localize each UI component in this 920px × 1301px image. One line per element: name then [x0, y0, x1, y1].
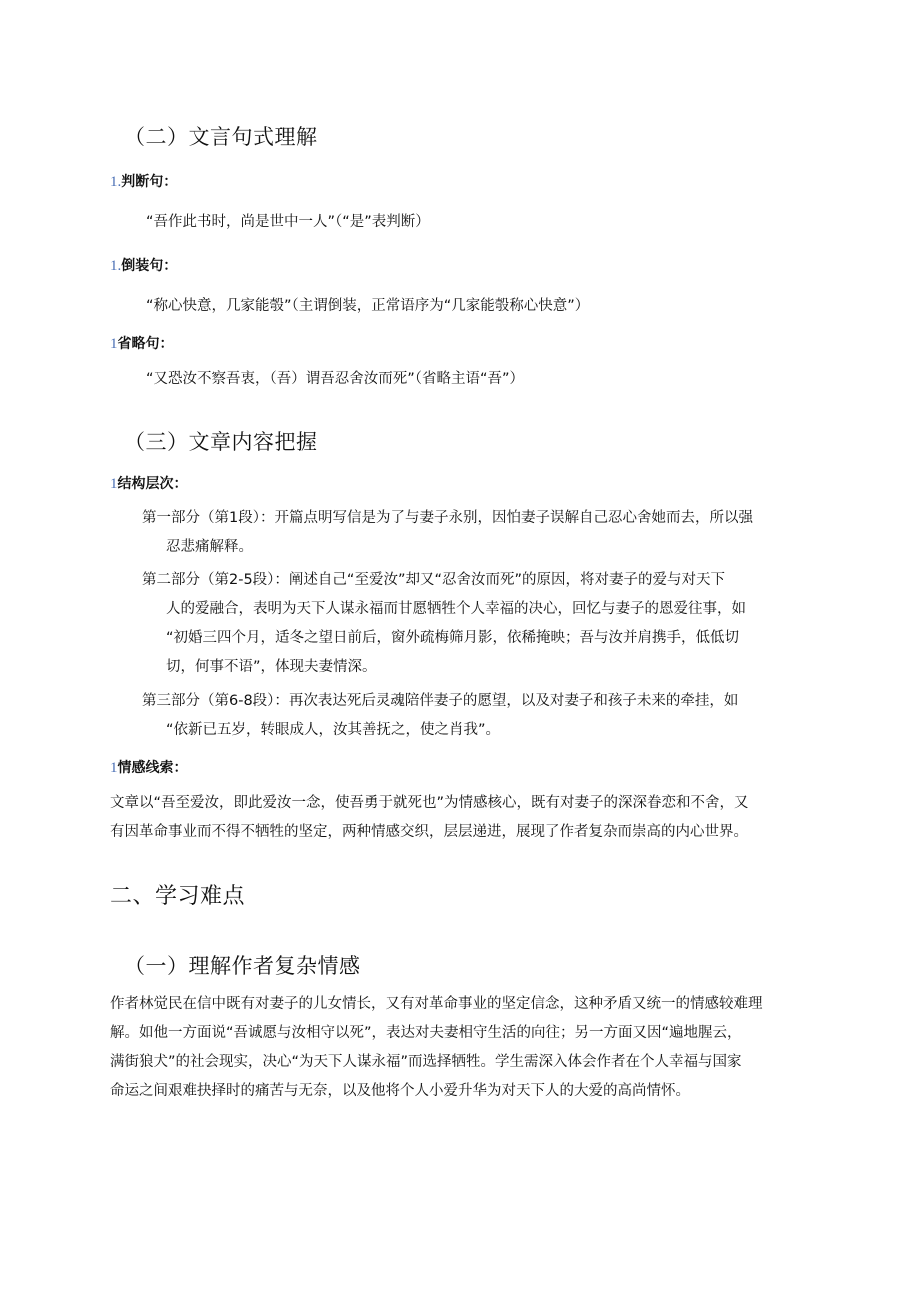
part2-line: 第二部分（第2-5段）：阐述自己“至爱汝”却又“忍舍汝而死”的原因，将对妻子的爱与对天下 — [142, 572, 725, 588]
ellipsis-number: 1 — [110, 336, 118, 352]
judgment-label: 判断句： — [121, 174, 178, 190]
ellipsis-example: “又恐汝不察吾衷，（吾）谓吾忍舍汝而死”（省略主语“吾”） — [146, 371, 525, 387]
inversion-label-row — [110, 255, 177, 275]
emotion-label: 情感线索： — [117, 760, 188, 776]
content-heading: （三）文章内容把握 — [124, 430, 318, 454]
ellipsis-label: 省略句： — [117, 336, 174, 352]
judgment-example: “吾作此书时，尚是世中一人”（“是”表判断） — [146, 214, 430, 230]
emotion-line: 文章以“吾至爱汝，即此爱汝一念，使吾勇于就死也”为情感核心，既有对妻子的深深眷恋和不舍，又 — [110, 795, 749, 811]
syntax-heading: （二）文言句式理解 — [124, 125, 318, 149]
structure-label: 结构层次： — [117, 476, 188, 492]
part2-line: 人的爱融合，表明为天下人谋永福而甘愿牺牲个人幸福的决心，回忆与妻子的恩爱往事，如 — [166, 601, 746, 617]
understand-line: 作者林觉民在信中既有对妻子的儿女情长，又有对革命事业的坚定信念，这种矛盾又统一的情感较难理 — [110, 996, 763, 1012]
structure-label-row — [110, 473, 188, 493]
emotion-label-row — [110, 757, 188, 777]
part3-line: 第三部分（第6-8段）：再次表达死后灵魂陪伴妻子的愿望，以及对妻子和孩子未来的牵挂，如 — [142, 693, 739, 709]
structure-number: 1 — [110, 476, 118, 492]
understand-line: 满街狼犬”的社会现实，决心“为天下人谋永福”而选择牺牲。学生需深入体会作者在个人幸福与国家 — [110, 1054, 742, 1070]
structure-part-2 — [142, 566, 822, 682]
judgment-label-row — [110, 171, 177, 191]
emotion-line: 有因革命事业而不得不牺牲的坚定，两种情感交织，层层递进，展现了作者复杂而崇高的内心世界。 — [110, 824, 748, 840]
inversion-number: 1. — [110, 258, 122, 274]
emotion-number: 1 — [110, 760, 118, 776]
part3-line: “依新已五岁，转眼成人，汝其善抚之，使之肖我”。 — [166, 722, 501, 738]
inversion-example: “称心快意，几家能彀”（主谓倒装，正常语序为“几家能彀称心快意”） — [146, 298, 590, 314]
structure-part-1 — [142, 504, 822, 562]
ellipsis-label-row — [110, 333, 174, 353]
part2-line: “初婚三四个月，适冬之望日前后，窗外疏梅筛月影，依稀掩映；吾与汝并肩携手，低低切 — [166, 630, 740, 646]
inversion-label: 倒装句： — [121, 258, 178, 274]
difficulty-heading: 二、学习难点 — [110, 884, 246, 909]
understand-line: 命运之间艰难抉择时的痛苦与无奈，以及他将个人小爱升华为对天下人的大爱的高尚情怀。 — [110, 1083, 690, 1099]
emotion-paragraph — [110, 789, 810, 847]
part2-line: 切，何事不语”，体现夫妻情深。 — [166, 659, 377, 675]
structure-part-3 — [142, 687, 822, 745]
understand-paragraph — [110, 990, 810, 1106]
part1-line: 第一部分（第1段）：开篇点明写信是为了与妻子永别，因怕妻子误解自己忍心舍她而去，所以强 — [142, 510, 753, 526]
understand-line: 解。如他一方面说“吾诚愿与汝相守以死”，表达对夫妻相守生活的向往；另一方面又因“遍地腥云， — [110, 1025, 742, 1041]
understand-heading: （一）理解作者复杂情感 — [124, 954, 361, 978]
judgment-number: 1. — [110, 174, 122, 190]
part1-line: 忍悲痛解释。 — [166, 539, 253, 555]
